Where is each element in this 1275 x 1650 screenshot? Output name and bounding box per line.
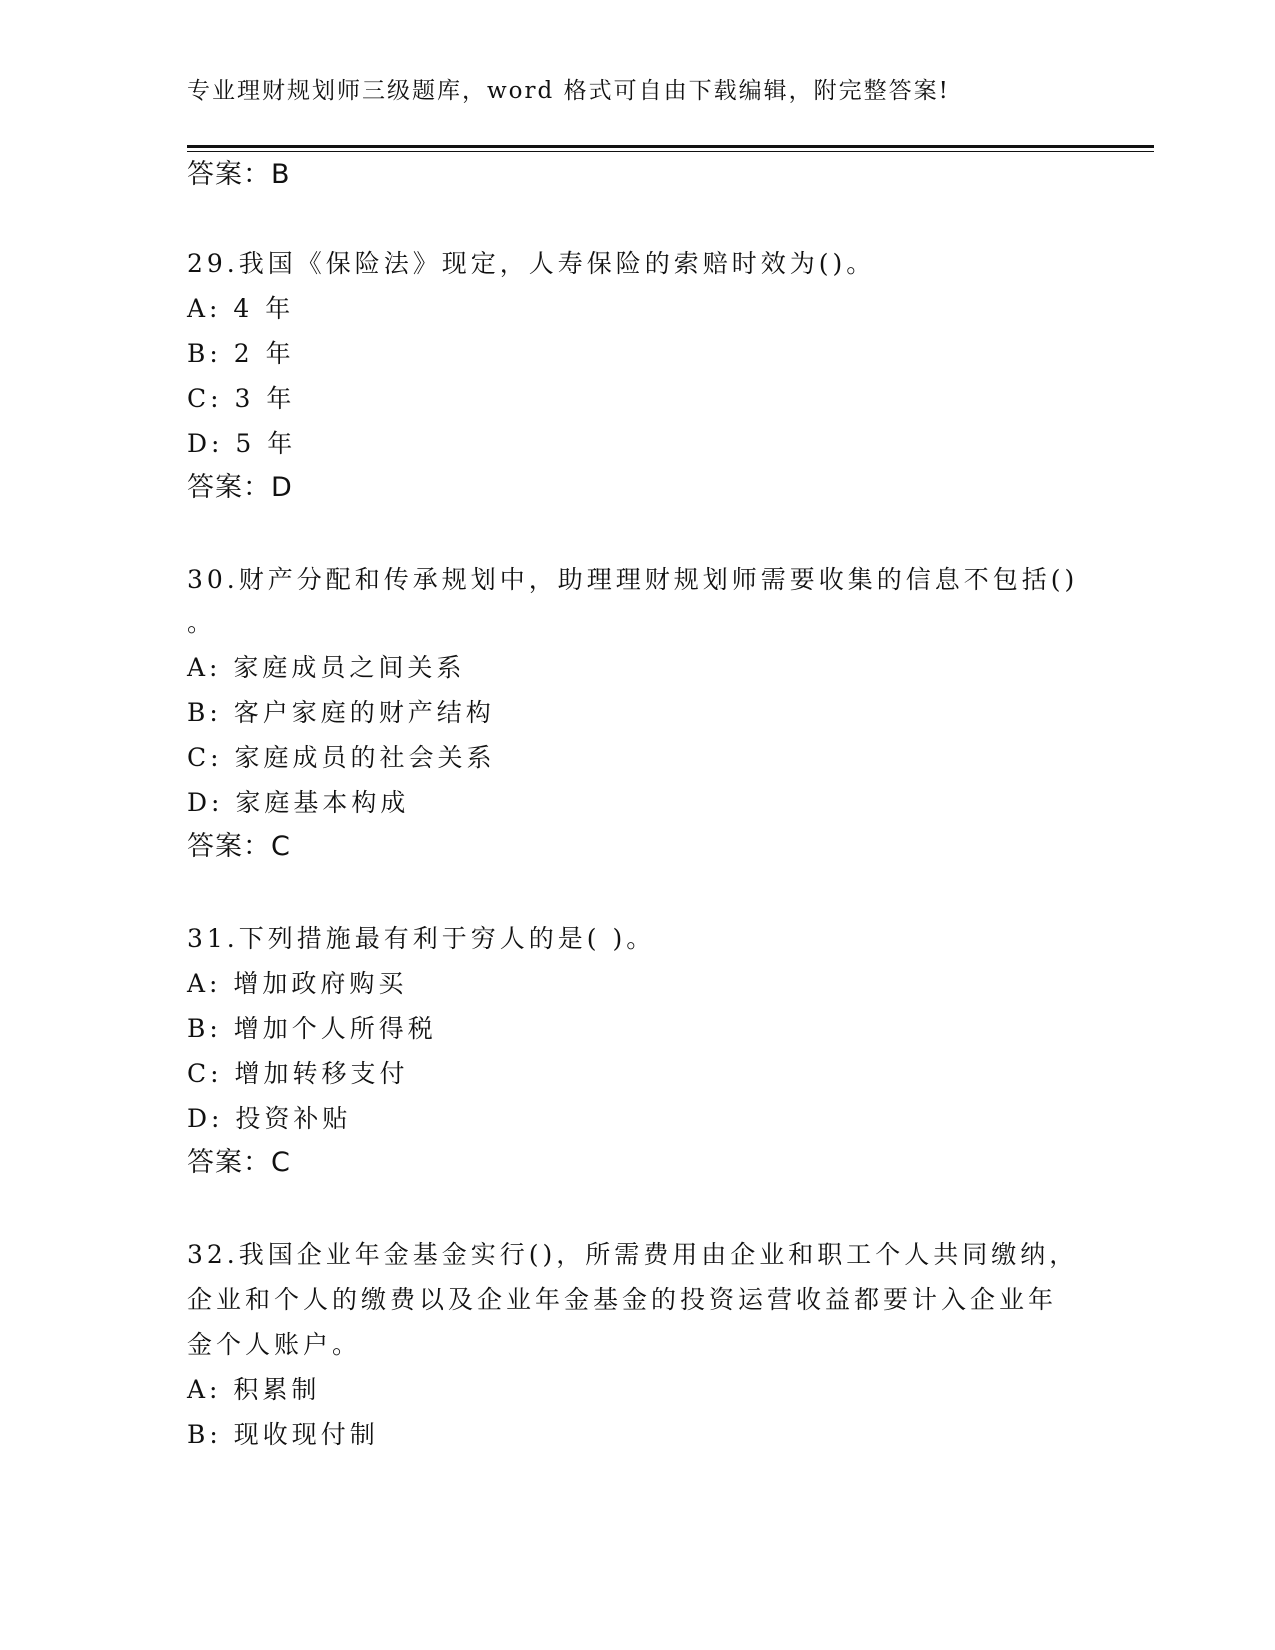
question-31-option-c: C: 增加转移支付 (187, 1059, 409, 1088)
question-29-option-a: A: 4 年 (187, 294, 295, 323)
question-31-option-d: D: 投资补贴 (187, 1104, 352, 1133)
header-rule-thick (187, 145, 1154, 148)
question-30-option-b: B: 客户家庭的财产结构 (187, 698, 495, 727)
question-31-option-a: A: 增加政府购买 (187, 969, 408, 998)
document-header: 专业理财规划师三级题库，word 格式可自由下载编辑，附完整答案! (187, 78, 950, 104)
question-30-stem-line-2: 。 (187, 608, 217, 637)
question-32-stem-line-2: 企业和个人的缴费以及企业年金基金的投资运营收益都要计入企业年 (187, 1285, 1058, 1314)
question-32-option-a: A: 积累制 (187, 1375, 321, 1404)
question-30-option-c: C: 家庭成员的社会关系 (187, 743, 496, 772)
question-30-answer: 答案：C (187, 831, 291, 862)
question-29-stem: 29.我国《保险法》现定，人寿保险的索赔时效为()。 (187, 249, 876, 278)
question-32-stem-line-3: 金个人账户。 (187, 1330, 362, 1359)
question-30-option-d: D: 家庭基本构成 (187, 788, 410, 817)
question-29-option-c: C: 3 年 (187, 384, 296, 413)
answer-28: 答案：B (187, 159, 291, 190)
header-rule-thin (187, 151, 1154, 152)
question-32-stem-line-1: 32.我国企业年金基金实行()，所需费用由企业和职工个人共同缴纳， (187, 1240, 1079, 1269)
question-31-answer: 答案：C (187, 1147, 291, 1178)
question-30-stem-line-1: 30.财产分配和传承规划中，助理理财规划师需要收集的信息不包括() (187, 565, 1079, 594)
question-31-option-b: B: 增加个人所得税 (187, 1014, 437, 1043)
question-29-option-d: D: 5 年 (187, 429, 297, 458)
question-30-option-a: A: 家庭成员之间关系 (187, 653, 466, 682)
question-29-answer: 答案：D (187, 472, 293, 503)
question-32-option-b: B: 现收现付制 (187, 1420, 379, 1449)
question-29-option-b: B: 2 年 (187, 339, 295, 368)
question-31-stem: 31.下列措施最有利于穷人的是( )。 (187, 924, 656, 953)
